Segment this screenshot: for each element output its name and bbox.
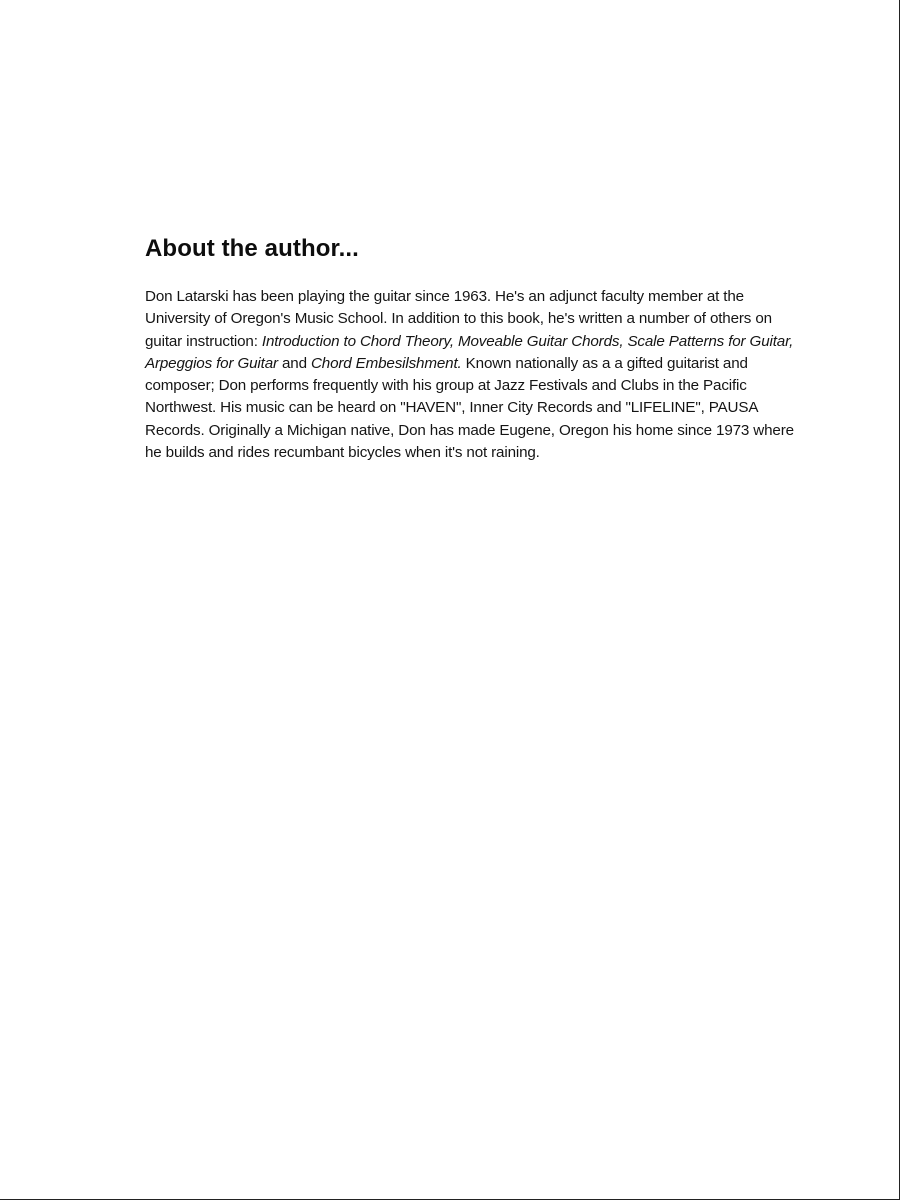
bio-text-rest: Known nationally as a a gifted guitarist and composer; Don performs frequently with his group at Jazz Festivals and Clubs in the Pacific Northwest. His music can be heard on "HAVEN", Inner City Records and "LIFELINE", PAUSA Records. Originally a Michigan native, Don has made Eugene, Oregon his home since 1973 where he builds and rides recumbant bicycles when it's not raining. bbox=[145, 354, 794, 462]
section-heading: About the author... bbox=[145, 235, 359, 262]
author-bio-paragraph bbox=[145, 286, 805, 464]
bio-text-intro: Don Latarski has been playing the guitar since 1963. He's an adjunct faculty member at the University of Oregon's Music School. In addition to this book, he's written a number of others on guitar instruction: bbox=[145, 288, 772, 350]
bio-text-and: and bbox=[277, 354, 311, 372]
about-author-section bbox=[145, 232, 805, 464]
bio-book-titles: Introduction to Chord Theory, Moveable Guitar Chords, Scale Patterns for Guitar, Arpeggios for Guitar bbox=[145, 332, 794, 372]
bio-book-title-last: Chord Embesilshment. bbox=[310, 354, 462, 372]
